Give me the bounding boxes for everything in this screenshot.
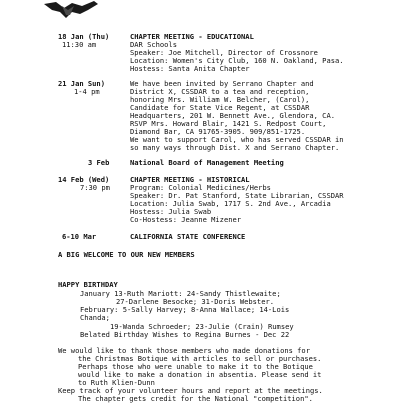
- birthday-line: 19-Wanda Schroeder; 23-Julie (Crain) Rumsey: [110, 322, 294, 331]
- note-line: would like to make a donation in absentia. Please send it: [78, 370, 322, 379]
- eagle-emblem-icon: [42, 0, 100, 20]
- event-date: 14 Feb (Wed): [58, 175, 110, 184]
- event-date: 6-10 Mar: [62, 232, 97, 241]
- event-title: CHAPTER MEETING - HISTORICAL: [130, 175, 250, 184]
- event-date: 21 Jan Sun): [58, 79, 105, 88]
- event-line: Location: Women's City Club, 160 N. Oakland, Pasa.: [130, 56, 344, 65]
- event-title: National Board of Management Meeting: [130, 158, 284, 167]
- event-date: 3 Feb: [88, 158, 110, 167]
- event-line: Headquarters, 201 W. Bennett Ave., Glendora, CA.: [130, 111, 335, 120]
- event-line: Speaker: Dr. Pat Stanford, State Librarian, CSSDAR: [130, 191, 344, 200]
- event-line: Speaker: Joe Mitchell, Director of Crossnore: [130, 48, 318, 57]
- birthday-line: 27-Darlene Besocke; 31-Doris Webster.: [116, 297, 275, 306]
- welcome-banner: A BIG WELCOME TO OUR NEW MEMBERS: [58, 250, 195, 259]
- event-line: RSVP Mrs. Howard Blair, 1421 S. Redpost Court,: [130, 119, 327, 128]
- birthday-line: Belated Birthday Wishes to Regina Burnes - Dec 22: [80, 330, 290, 339]
- event-title: CHAPTER MEETING - EDUCATIONAL: [130, 32, 254, 41]
- note-line: to Ruth Klien-Dunn: [78, 378, 155, 387]
- event-line: Diamond Bar, CA 91765-3905. 909/851-1725.: [130, 127, 306, 136]
- event-time: 11:30 am: [62, 40, 97, 49]
- birthday-line: January 13-Ruth Mariott: 24-Sandy Thistlewaite;: [80, 289, 281, 298]
- birthday-heading: HAPPY BIRTHDAY: [58, 280, 118, 289]
- note-line: the Christmas Botique with articles to sell or purchases.: [78, 354, 322, 363]
- note-line: Keep track of your volunteer hours and report at the meetings.: [58, 386, 323, 395]
- birthday-line: Chanda;: [80, 313, 110, 322]
- event-title: CALIFORNIA STATE CONFERENCE: [130, 232, 246, 241]
- event-line: Candidate for State Vice Regent, at CSSDAR: [130, 103, 310, 112]
- event-line: Co-Hostess: Jeanne Mizener: [130, 215, 242, 224]
- event-line: Location: Julia Swab, 1717 S. 2nd Ave., Arcadia: [130, 199, 331, 208]
- note-line: We would like to thank those members who made donations for: [58, 346, 310, 355]
- event-line: Hostess: Julia Swab: [130, 207, 212, 216]
- event-date: 18 Jan (Thu): [58, 32, 110, 41]
- event-line: DAR Schools: [130, 40, 177, 49]
- note-line: Perhaps those who were unable to make it to the Botique: [78, 362, 313, 371]
- note-line: The chapter gets credit for the National "competition".: [78, 394, 313, 403]
- event-line: District X, CSSDAR to a tea and reception,: [130, 87, 310, 96]
- event-line: so many ways through Dist. X and Serrano Chapter.: [130, 143, 340, 152]
- event-line: honoring Mrs. William W. Belcher, (Carol),: [130, 95, 310, 104]
- event-line: We want to support Carol, who has served CSSDAR in: [130, 135, 344, 144]
- event-line: Program: Colonial Medicines/Herbs: [130, 183, 271, 192]
- event-line: We have been invited by Serrano Chapter and: [130, 79, 314, 88]
- event-time: 1-4 pm: [74, 87, 100, 96]
- event-line: Hostess: Santa Anita Chapter: [130, 64, 250, 73]
- birthday-line: February: 5-Sally Harvey; 8-Anna Wallace; 14-Lois: [80, 305, 290, 314]
- event-time: 7:30 pm: [80, 183, 110, 192]
